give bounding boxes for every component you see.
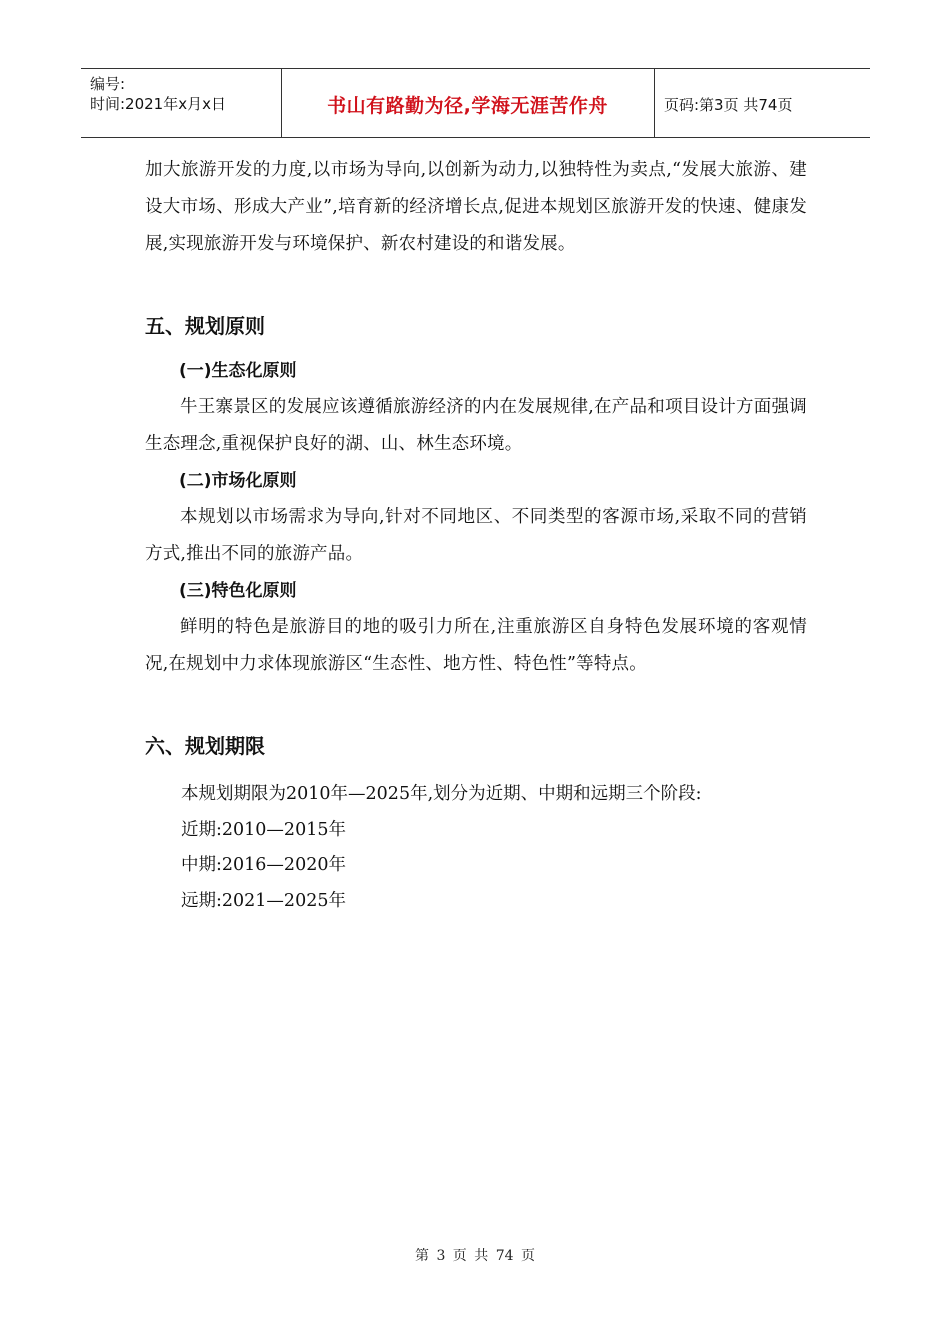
- document-date-label: 时间:2021年x月x日: [90, 95, 226, 113]
- header-page-cell: [654, 69, 870, 137]
- period-intro-line: 本规划期限为2010年—2025年,划分为近期、中期和远期三个阶段:: [181, 784, 702, 804]
- period-short-term: 近期:2010—2015年: [181, 819, 346, 840]
- subsection-heading-market: (二)市场化原则: [179, 471, 297, 491]
- header-motto: 书山有路勤为径,学海无涯苦作舟: [327, 95, 608, 117]
- subsection-heading-ecological: (一)生态化原则: [179, 361, 297, 381]
- subsection-heading-feature: (三)特色化原则: [179, 581, 297, 601]
- paragraph-market: 本规划以市场需求为导向,针对不同地区、不同类型的客源市场,采取不同的营销方式,推出不同的旅游产品。: [145, 507, 807, 564]
- document-body: [145, 152, 807, 919]
- header-motto-cell: [281, 69, 655, 137]
- intro-paragraph: 加大旅游开发的力度,以市场为导向,以创新为动力,以独特性为卖点,“发展大旅游、建设大市场、形成大产业”,培育新的经济增长点,促进本规划区旅游开发的快速、健康发展,实现旅游开发与环境保护、新农村建设的和谐发展。: [145, 160, 807, 254]
- page-header: [81, 68, 870, 138]
- document-number-label: 编号:: [90, 75, 126, 93]
- section-heading-period: 六、规划期限: [145, 734, 265, 758]
- period-mid-term: 中期:2016—2020年: [181, 855, 346, 875]
- header-page-info: 页码:第3页 共74页: [664, 96, 793, 114]
- paragraph-feature: 鲜明的特色是旅游目的地的吸引力所在,注重旅游区自身特色发展环境的客观情况,在规划中力求体现旅游区“生态性、地方性、特色性”等特点。: [145, 617, 807, 674]
- page-footer: 第 3 页 共 74 页: [415, 1248, 535, 1264]
- paragraph-ecological: 牛王寨景区的发展应该遵循旅游经济的内在发展规律,在产品和项目设计方面强调生态理念,重视保护良好的湖、山、林生态环境。: [145, 397, 807, 454]
- header-meta-cell: [81, 69, 282, 137]
- section-heading-principles: 五、规划原则: [145, 314, 265, 338]
- period-long-term: 远期:2021—2025年: [181, 890, 346, 911]
